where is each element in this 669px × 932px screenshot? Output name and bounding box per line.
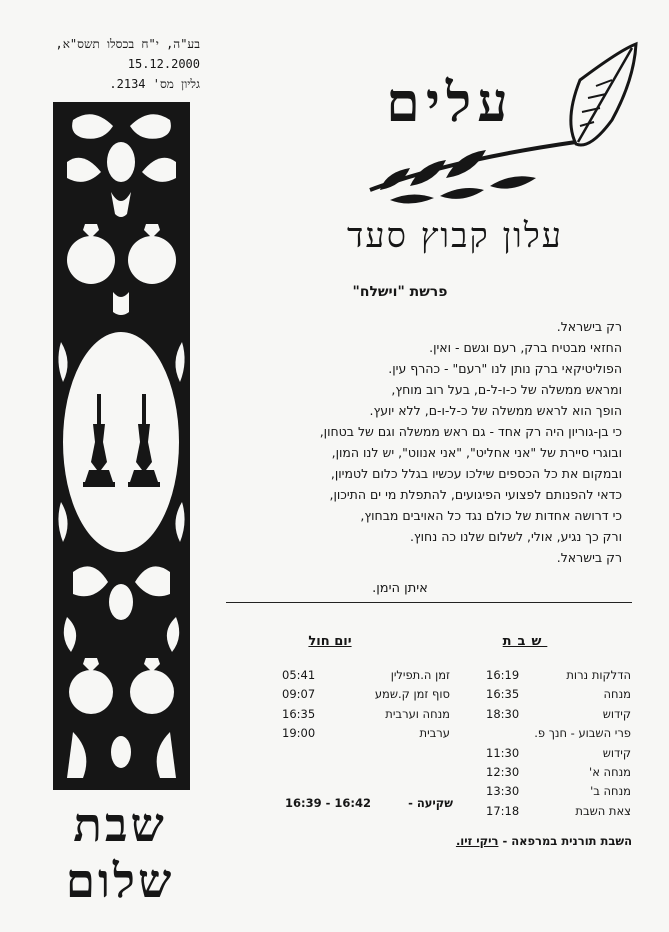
sunset-values: 16:39 - 16:42 — [285, 796, 371, 810]
schedule-label: פרי השבוע - חנך פ. — [534, 726, 631, 741]
clinic-duty-note — [400, 831, 632, 851]
header-date-block — [40, 34, 200, 94]
schedule-row — [282, 705, 450, 724]
poem-line: כי בן-גוריון היה רק אחד - גם ראש ממשלה וגם של בטחון, — [319, 424, 622, 439]
schedule-label: הדלקות נרות — [566, 668, 631, 682]
poem-line: רק בישראל. — [556, 319, 622, 334]
poem-line: כדאי להפנותם לפצועי הפיגועים, להתפלת מי ים התיכון, — [329, 487, 622, 502]
schedule-row — [486, 724, 631, 743]
poem-line: ורק כך נגיע, אולי, לשלום שלנו כה נחוץ. — [409, 529, 622, 544]
logo-title: עלים — [386, 70, 514, 134]
schedule-label: מנחה א' — [589, 765, 631, 780]
shabbat-schedule — [486, 666, 631, 821]
clinic-duty-text: השבת תורנית במרפאה - — [502, 834, 632, 848]
poem-line: הופך הוא לראש ממשלה של כ-ל-ו-ם, ללא יועץ. — [369, 403, 622, 418]
weekday-schedule — [282, 666, 450, 744]
schedule-row — [486, 802, 631, 821]
parasha-heading: פרשת "וישלח" — [352, 284, 448, 300]
schedule-time: 19:00 — [282, 726, 316, 741]
schedule-time: 11:30 — [486, 745, 520, 760]
poem-line: רק בישראל. — [556, 550, 622, 565]
poem — [250, 316, 622, 568]
schedule-time: 17:18 — [486, 803, 520, 818]
hebrew-date: בע"ה, י"ח בכסלו תשס"א, — [55, 37, 200, 51]
schedule-label: צאת השבת — [575, 803, 631, 818]
schedule-label: מנחה — [603, 687, 631, 702]
schedule-row — [282, 724, 450, 743]
schedule-label: קידוש — [602, 745, 631, 760]
schedule-label: מנחה וערבית — [385, 706, 450, 721]
shabbat-shalom-lettering — [45, 798, 195, 932]
decorative-column — [53, 102, 190, 790]
newsletter-subtitle: עלון קבוץ סעד — [346, 216, 564, 256]
schedule-row — [282, 685, 450, 704]
shalom-word: שלום — [65, 854, 175, 909]
schedule-row — [486, 782, 631, 801]
schedule-time: 18:30 — [486, 706, 520, 721]
schedule-time: 05:41 — [282, 668, 316, 682]
schedule-time: 13:30 — [486, 784, 520, 799]
sunset-label: שקיעה - — [408, 796, 453, 810]
schedule-row — [486, 763, 631, 782]
clinic-duty-name: ריקי זיו. — [455, 834, 499, 848]
schedule-label: קידוש — [602, 706, 631, 721]
schedule-row — [486, 685, 631, 704]
schedule-label: זמן ה.תפילין — [390, 668, 450, 682]
schedule-label: ערבית — [419, 726, 450, 741]
poem-line: כי דרושה אחדות של כולם נגד כל האויבים מבחוץ, — [360, 508, 622, 523]
weekday-schedule-title: יום חול — [308, 634, 352, 649]
schedule-row — [486, 705, 631, 724]
schedule-label: מנחה ב' — [590, 784, 631, 799]
shabbat-word: שבת — [73, 798, 167, 853]
schedule-time: 16:35 — [486, 687, 520, 702]
poem-line: ובוגרי סיירת של "אני אחליט", "אני אנווט", יש לנו המון, — [331, 445, 622, 460]
sunset-times — [285, 796, 453, 810]
poem-line: ובמקום את כל הכספים שילכו עכשיו בגלל כלום לטמיון, — [330, 466, 622, 481]
schedule-row — [282, 666, 450, 685]
schedule-row — [486, 666, 631, 685]
schedule-label: סוף זמן ק.שמע — [374, 687, 450, 702]
shabbat-schedule-title: שבת — [502, 634, 548, 649]
schedule-time: 16:19 — [486, 668, 520, 682]
section-divider — [226, 602, 632, 603]
issue-number: גליון מס' 2134. — [109, 77, 200, 91]
schedule-time: 16:35 — [282, 706, 316, 721]
poem-signature: איתן הימן. — [372, 581, 428, 596]
poem-line: החזאי מבטיח ברק, רעם וגשם - ואין. — [429, 340, 622, 355]
schedule-row — [486, 744, 631, 763]
schedule-time: 12:30 — [486, 765, 520, 780]
poem-line: הפוליטיקאי ברק נותן לנו "רעם" - כהרף עין. — [388, 361, 622, 376]
poem-line: ומראש ממשלה של כ-ו-ל-ם, בעל רוב מוחץ, — [391, 382, 622, 397]
gregorian-date: 15.12.2000 — [127, 57, 200, 71]
schedule-time: 09:07 — [282, 687, 316, 702]
